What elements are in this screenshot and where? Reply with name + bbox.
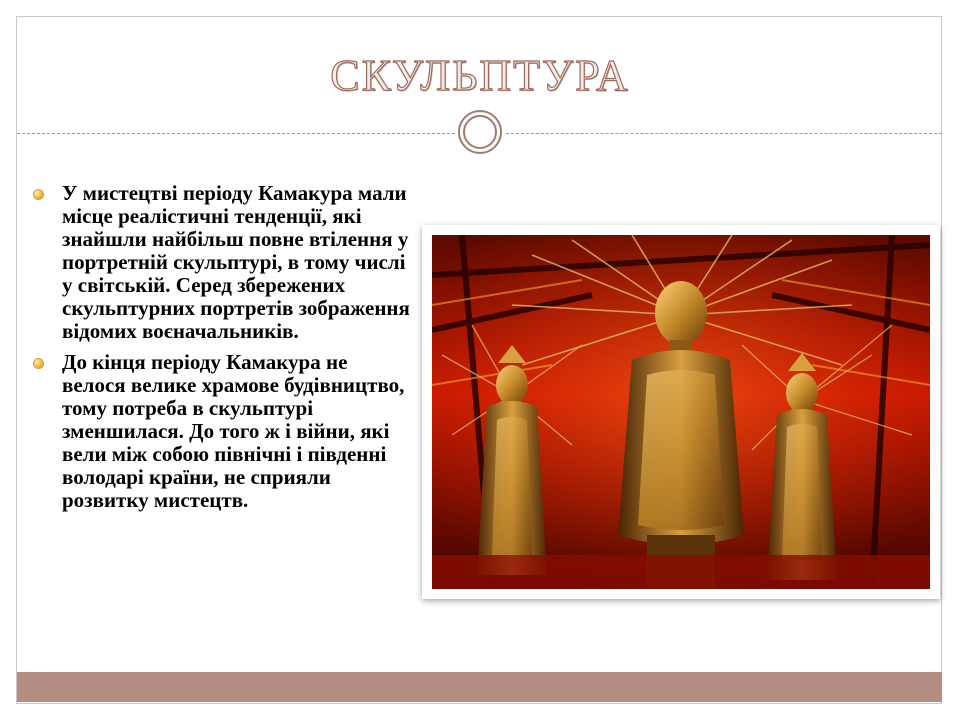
bullet-text: У мистецтві періоду Камакура мали місце реалістичні тенденції, які знайшли найбільш повне втілення у портретній скульптурі, в тому числі у світській. Серед збережених скульптурних портретів зображення відомих воєначальників. — [62, 181, 410, 343]
bullet-item — [30, 182, 410, 343]
footer-bar — [17, 672, 942, 702]
bullet-text: До кінця періоду Камакура не велося велике храмове будівництво, тому потреба в скульптурі зменшилася. До того ж і війни, які вели між собою північні і південні володарі країни, не сприяли розвитку мистецтв. — [62, 350, 405, 512]
slide-title: СКУЛЬПТУРА — [330, 51, 630, 100]
bullet-item — [30, 351, 410, 512]
photo-frame — [422, 225, 940, 599]
title-divider-left — [17, 133, 455, 134]
double-circle-icon — [458, 110, 502, 154]
orange-dot-icon — [34, 190, 43, 199]
bullet-list — [30, 182, 410, 520]
orange-dot-icon — [34, 359, 43, 368]
title-divider-right — [506, 133, 942, 134]
buddha-statues-photo — [432, 235, 930, 589]
